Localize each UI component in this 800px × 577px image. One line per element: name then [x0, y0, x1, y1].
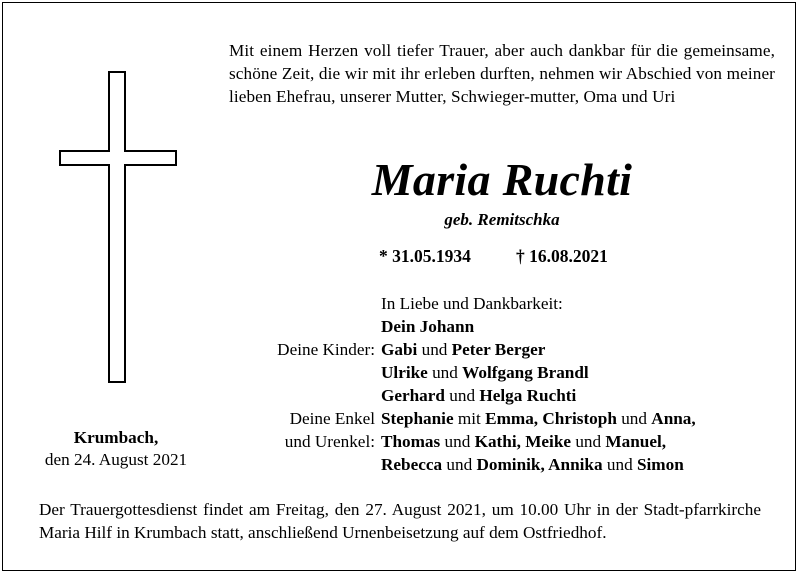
deceased-name: Maria Ruchti [371, 154, 633, 205]
children-line: Gabi und Peter Berger [381, 340, 546, 359]
grandchildren-line: Rebecca und Dominik, Annika und Simon [381, 455, 684, 474]
birth-date: * 31.05.1934 [379, 246, 471, 266]
grandchildren-label: Deine Enkel [289, 409, 375, 428]
funeral-info-text: Der Trauergottesdienst findet am Freitag, den 27. August 2021, um 10.00 Uhr in der Stadt-pfarrkirche Maria Hilf in Krumbach statt, anschließend Urnenbeisetzung auf dem Ostfriedhof. [39, 500, 761, 542]
place-city: Krumbach, [73, 428, 159, 447]
cross-icon [59, 71, 177, 383]
obituary-notice [2, 2, 796, 571]
children-label: Deine Kinder: [277, 340, 375, 359]
children-line: Ulrike und Wolfgang Brandl [381, 363, 589, 382]
grandchildren-line: Thomas und Kathi, Meike und Manuel, [381, 432, 667, 451]
mourners-heading: In Liebe und Dankbarkeit: [381, 294, 563, 313]
place-date: den 24. August 2021 [44, 450, 188, 469]
children-line: Gerhard und Helga Ruchti [381, 386, 577, 405]
grandchildren-label: und Urenkel: [284, 432, 375, 451]
maiden-name: geb. Remitschka [444, 210, 560, 229]
grandchildren-line: Stephanie mit Emma, Christoph und Anna, [381, 409, 696, 428]
intro-text: Mit einem Herzen voll tiefer Trauer, aber auch dankbar für die gemeinsame, schöne Zeit, die wir mit ihr erleben durften, nehmen wir Abschied von meiner lieben Ehefrau, unserer Mutter, Schwieger-mutter, Oma und Uri [229, 41, 775, 106]
death-date: † 16.08.2021 [516, 246, 608, 266]
spouse-name: Dein Johann [381, 317, 475, 336]
